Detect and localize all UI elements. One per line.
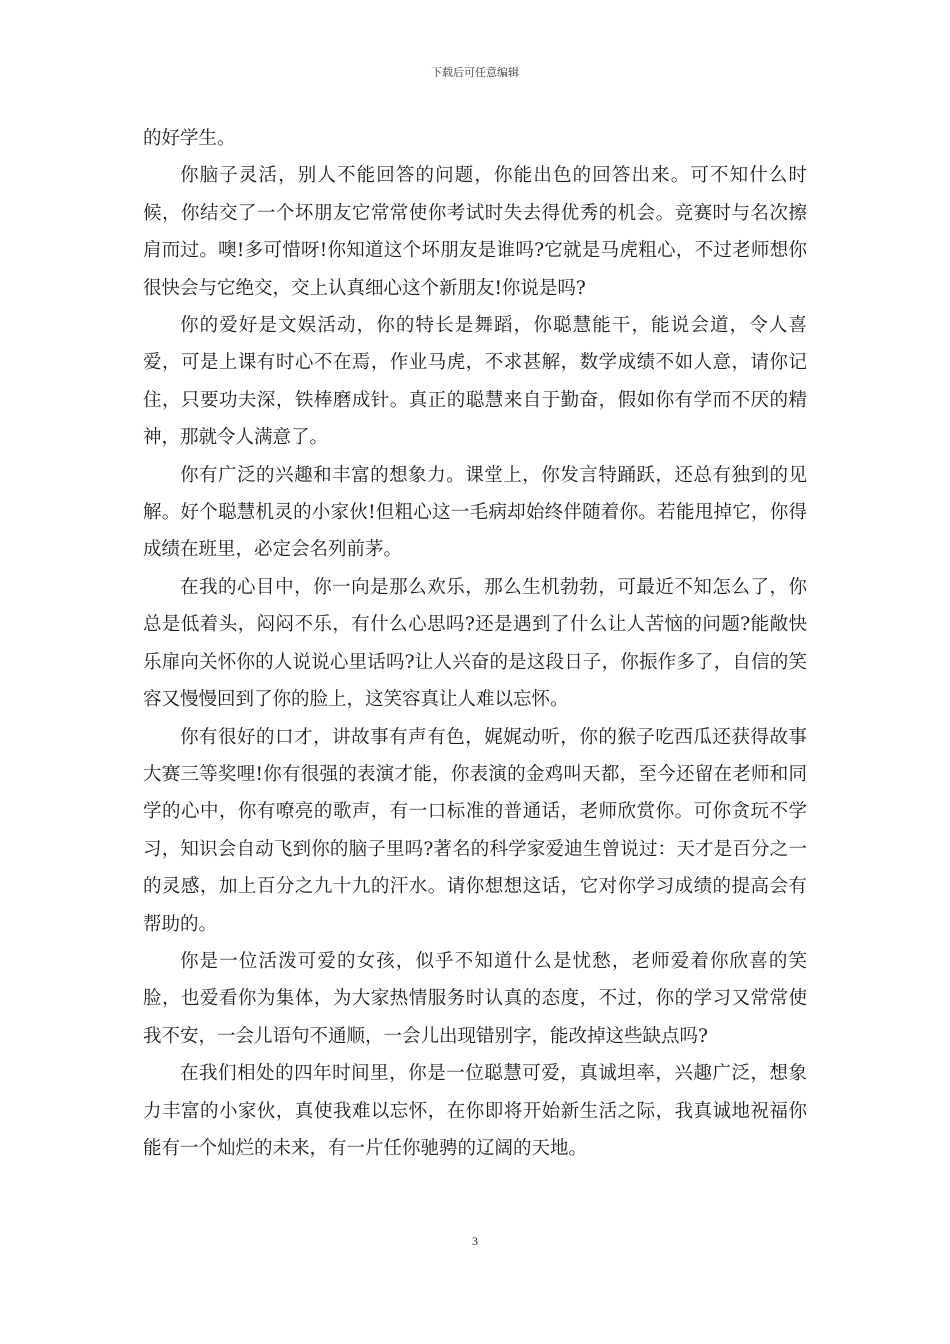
paragraph: 你是一位活泼可爱的女孩，似乎不知道什么是忧愁，老师爱着你欣喜的笑脸，也爱看你为集体，为大家热情服务时认真的态度，不过，你的学习又常常使我不安，一会儿语句不通顺，一会儿出现错别字，能改掉这些缺点吗? [143, 950, 807, 1047]
paragraph: 你的爱好是文娱活动，你的特长是舞蹈，你聪慧能干，能说会道，令人喜爱，可是上课有时心不在焉，作业马虎，不求甚解，数学成绩不如人意，请你记住，只要功夫深，铁棒磨成针。真正的聪慧来自于勤奋，假如你有学而不厌的精神，那就令人满意了。 [143, 315, 807, 449]
paragraph: 你脑子灵活，别人不能回答的问题，你能出色的回答出来。可不知什么时候，你结交了一个坏朋友它常常使你考试时失去得优秀的机会。竞赛时与名次擦肩而过。噢!多可惜呀!你知道这个坏朋友是谁吗?它就是马虎粗心，不过老师想你很快会与它绝交，交上认真细心这个新朋友!你说是吗? [143, 165, 807, 299]
paragraph-continuation: 的好学生。 [143, 128, 236, 149]
paragraph: 在我们相处的四年时间里，你是一位聪慧可爱，真诚坦率，兴趣广泛，想象力丰富的小家伙，真使我难以忘怀，在你即将开始新生活之际，我真诚地祝福你能有一个灿烂的未来，有一片任你驰骋的辽阔的天地。 [143, 1063, 807, 1159]
page-body [143, 120, 807, 1167]
paragraph: 你有很好的口才，讲故事有声有色，娓娓动听，你的猴子吃西瓜还获得故事大赛三等奖哩!你有很强的表演才能，你表演的金鸡叫天都，至今还留在老师和同学的心中，你有嘹亮的歌声，有一口标准的普通话，老师欣赏你。可你贪玩不学习，知识会自动飞到你的脑子里吗?著名的科学家爱迪生曾说过：天才是百分之一的灵感，加上百分之九十九的汗水。请你想想这话，它对你学习成绩的提高会有帮助的。 [143, 726, 807, 935]
paragraph: 你有广泛的兴趣和丰富的想象力。课堂上，你发言特踊跃，还总有独到的见解。好个聪慧机灵的小家伙!但粗心这一毛病却始终伴随着你。若能甩掉它，你得成绩在班里，必定会名列前茅。 [143, 464, 807, 561]
page-header: 下载后可任意编辑 [431, 66, 519, 79]
paragraph: 在我的心目中，你一向是那么欢乐，那么生机勃勃，可最近不知怎么了，你总是低着头，闷闷不乐，有什么心思吗?还是遇到了什么让人苦恼的问题?能敞快乐扉向关怀你的人说说心里话吗?让人兴奋的是这段日子，你振作多了，自信的笑容又慢慢回到了你的脸上，这笑容真让人难以忘怀。 [143, 576, 807, 711]
page-number: 3 [472, 1234, 478, 1248]
